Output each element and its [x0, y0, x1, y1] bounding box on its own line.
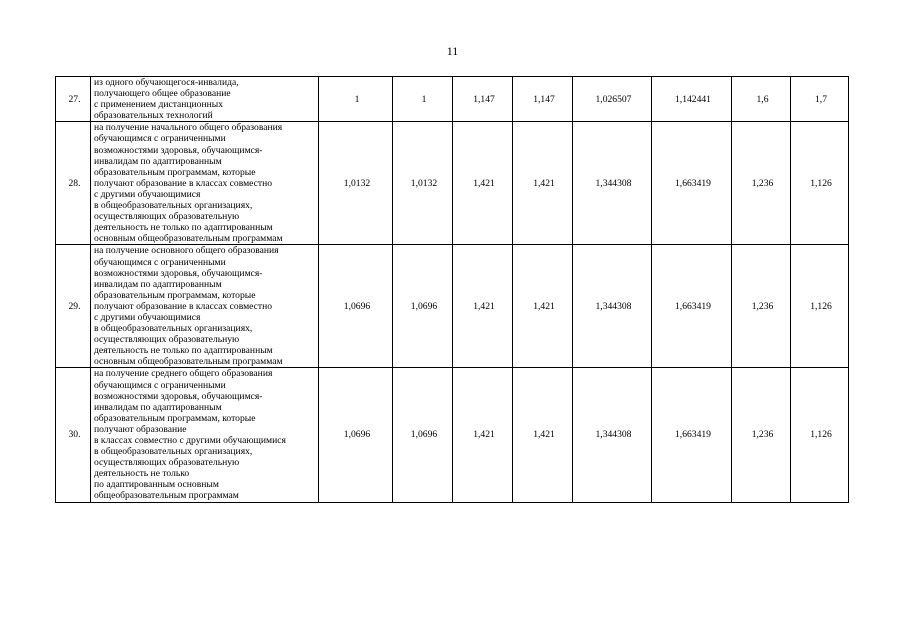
- coefficient-cell: 1,663419: [652, 245, 732, 368]
- coefficient-cell: 1,344308: [573, 122, 652, 245]
- coefficient-cell: 1,147: [453, 77, 513, 122]
- coefficient-cell: 1,0696: [319, 245, 393, 368]
- coefficient-cell: 1,663419: [652, 368, 732, 502]
- description-line: получающего общее образование: [94, 88, 231, 100]
- coefficient-cell: 1,421: [453, 368, 513, 502]
- coefficient-cell: 1,126: [791, 245, 849, 368]
- coefficient-cell: 1,026507: [573, 77, 652, 122]
- table-row: [56, 368, 849, 502]
- description-line: образовательным программам, которые: [94, 166, 256, 178]
- row-number: 29.: [56, 245, 91, 368]
- description-line: обучающимся с ограниченными: [94, 133, 226, 145]
- description-line: инвалидам по адаптированным: [94, 278, 222, 290]
- coefficient-cell: 1,663419: [652, 122, 732, 245]
- description-line: обучающимся с ограниченными: [94, 379, 226, 391]
- description-line: основным общеобразовательным программам: [94, 233, 283, 245]
- description-line: в общеобразовательных организациях,: [94, 323, 253, 335]
- coefficient-cell: 1,344308: [573, 245, 652, 368]
- description-line: деятельность не только по адаптированным: [94, 222, 273, 234]
- description-line: получают образование в классах совместно: [94, 177, 273, 189]
- coefficient-cell: 1,0696: [393, 368, 453, 502]
- coefficient-cell: 1,126: [791, 122, 849, 245]
- row-number: 27.: [56, 77, 91, 122]
- description-line: осуществляющих образовательную: [94, 334, 240, 346]
- description-line: получают образование в классах совместно: [94, 300, 273, 312]
- coefficient-cell: 1,0696: [319, 368, 393, 502]
- coefficient-cell: 1,7: [791, 77, 849, 122]
- description-line: получают образование: [94, 423, 187, 435]
- description-line: возможностями здоровья, обучающимся-: [94, 144, 263, 156]
- description-line: обучающимся с ограниченными: [94, 256, 226, 268]
- page-number: 11: [446, 44, 459, 58]
- row-description: [91, 77, 319, 122]
- description-line: деятельность не только по адаптированным: [94, 345, 273, 357]
- row-number: 28.: [56, 122, 91, 245]
- description-line: образовательным программам, которые: [94, 412, 256, 424]
- table-row: [56, 122, 849, 245]
- description-line: по адаптированным основным: [94, 479, 219, 491]
- coefficient-cell: 1,0696: [393, 245, 453, 368]
- row-description: [91, 368, 319, 502]
- coefficient-cell: 1,236: [732, 368, 791, 502]
- coefficient-cell: 1,421: [453, 122, 513, 245]
- description-line: деятельность не только: [94, 468, 190, 480]
- table-row: [56, 77, 849, 122]
- description-line: осуществляющих образовательную: [94, 457, 240, 469]
- description-line: на получение основного общего образования: [94, 245, 279, 257]
- description-line: возможностями здоровья, обучающимся-: [94, 267, 263, 279]
- coefficient-cell: 1,6: [732, 77, 791, 122]
- description-line: основным общеобразовательным программам: [94, 356, 283, 368]
- description-line: в общеобразовательных организациях,: [94, 200, 253, 212]
- description-line: общеобразовательным программам: [94, 490, 239, 502]
- coefficient-cell: 1,142441: [652, 77, 732, 122]
- coefficient-cell: 1,0132: [319, 122, 393, 245]
- description-line: с другими обучающимися: [94, 311, 201, 323]
- row-description: [91, 122, 319, 245]
- row-description: [91, 245, 319, 368]
- description-line: образовательных технологий: [94, 110, 213, 122]
- coefficient-cell: 1,0132: [393, 122, 453, 245]
- description-line: в общеобразовательных организациях,: [94, 446, 253, 458]
- description-line: из одного обучающегося-инвалида,: [94, 77, 239, 88]
- coefficient-cell: 1,421: [513, 368, 573, 502]
- description-line: с применением дистанционных: [94, 99, 223, 111]
- table-body: [56, 77, 849, 503]
- description-line: в классах совместно с другими обучающимися: [94, 435, 286, 446]
- coefficient-cell: 1,147: [513, 77, 573, 122]
- coefficient-cell: 1,344308: [573, 368, 652, 502]
- description-line: на получение среднего общего образования: [94, 368, 273, 380]
- table-row: [56, 245, 849, 368]
- description-line: на получение начального общего образования: [94, 122, 283, 134]
- coefficient-cell: 1,236: [732, 245, 791, 368]
- coefficient-cell: 1: [319, 77, 393, 122]
- description-line: возможностями здоровья, обучающимся-: [94, 390, 263, 402]
- description-line: осуществляющих образовательную: [94, 211, 240, 223]
- coefficient-cell: 1,236: [732, 122, 791, 245]
- description-line: инвалидам по адаптированным: [94, 401, 222, 413]
- row-number: 30.: [56, 368, 91, 502]
- coefficient-cell: 1: [393, 77, 453, 122]
- description-line: с другими обучающимися: [94, 188, 201, 200]
- coefficient-cell: 1,126: [791, 368, 849, 502]
- description-line: инвалидам по адаптированным: [94, 155, 222, 167]
- coefficient-cell: 1,421: [453, 245, 513, 368]
- description-line: образовательным программам, которые: [94, 289, 256, 301]
- coefficient-table: [55, 76, 849, 503]
- coefficient-cell: 1,421: [513, 245, 573, 368]
- coefficient-cell: 1,421: [513, 122, 573, 245]
